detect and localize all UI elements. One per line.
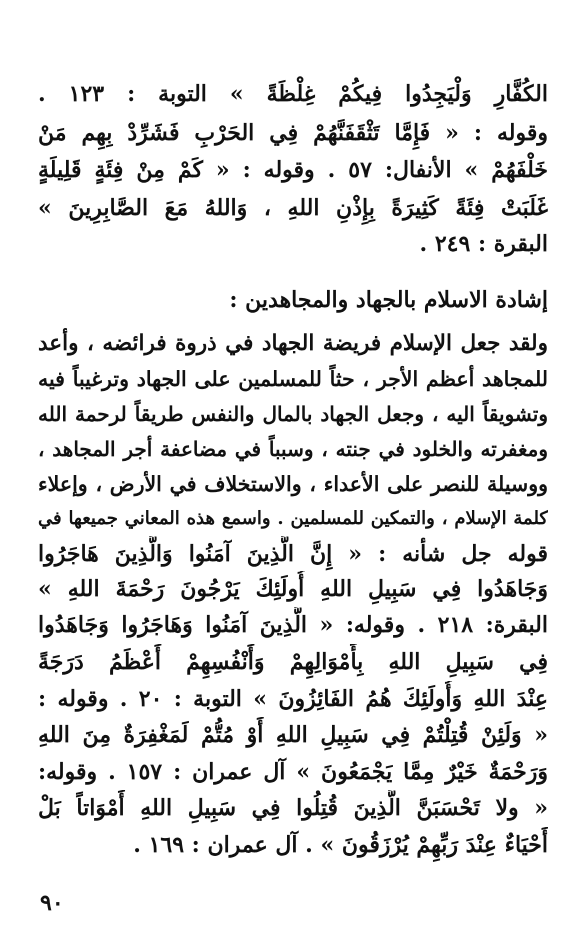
text-line: خَلْفَهُمْ » الأنفال: ٥٧ . وقوله : « كَمْ مِنْ فِئَةٍ قَلِيلَةٍ	[38, 157, 548, 183]
text-line: ولقد جعل الإسلام فريضة الجهاد في ذروة فرائضه ، وأعد	[38, 331, 548, 356]
text-line: كلمة الإسلام ، والتمكين للمسلمين . واسمع هذه المعاني جميعها في	[38, 508, 548, 529]
text-line: فِي سَبِيلِ اللهِ بِأَمْوَالِهِمْ وَأَنْفُسِهِمْ أَعْظَمُ دَرَجَةً	[38, 649, 548, 675]
text-line: وَجَاهَدُوا فِي سَبِيلِ اللهِ أُولَئِكَ يَرْجُونَ رَحْمَةَ اللهِ »	[38, 576, 548, 602]
text-line: للمجاهد أعظم الأجر ، حثاً للمسلمين على الجهاد وترغيباً فيه	[38, 367, 548, 391]
text-line: « ولا تَحْسَبَنَّ الَّذِينَ قُتِلُوا فِي سَبِيلِ اللهِ أَمْوَاتاً بَلْ	[38, 795, 548, 821]
section-heading: إشادة الاسلام بالجهاد والمجاهدين :	[229, 287, 548, 313]
text-line: أَحْيَاءٌ عِنْدَ رَبِّهِمْ يُرْزَقُونَ » . آل عمران : ١٦٩ .	[133, 832, 548, 858]
text-line: قوله جل شأنه : « إِنَّ الَّذِينَ آمَنُوا وَالَّذِينَ هَاجَرُوا	[38, 541, 548, 567]
text-line: وتشويقاً اليه ، وجعل الجهاد بالمال والنفس طريقاً لرحمة الله	[38, 402, 548, 426]
page-number: ٩٠	[40, 890, 64, 916]
text-line: الكُفَّارِ وَلْيَجِدُوا فِيكُمْ غِلْظَةً » التوبة : ١٢٣ .	[38, 81, 548, 107]
text-line: ووسيلة للنصر على الأعداء ، والاستخلاف في الأرض ، وإعلاء	[38, 472, 548, 496]
text-line: « وَلَئِنْ قُتِلْتُمْ فِي سَبِيلِ اللهِ أَوْ مُتُّمْ لَمَغْفِرَةٌ مِنَ اللهِ	[38, 722, 548, 748]
text-line: عِنْدَ اللهِ وَأُولَئِكَ هُمُ الفَائِزُونَ » التوبة : ٢٠ . وقوله :	[38, 686, 548, 712]
text-line: وقوله : « فَإِمَّا تَثْقَفَنَّهُمْ فِي الحَرْبِ فَشَرِّدْ بِهِم مَنْ	[38, 120, 548, 146]
text-line: وَرَحْمَةٌ خَيْرٌ مِمَّا يَجْمَعُونَ » آل عمران : ١٥٧ . وقوله:	[38, 759, 548, 785]
text-line: البقرة: ٢١٨ . وقوله: « الَّذِينَ آمَنُوا وَهَاجَرُوا وَجَاهَدُوا	[38, 612, 548, 638]
text-line: غَلَبَتْ فِئَةً كَثِيرَةً بِإِذْنِ اللهِ ، وَاللهُ مَعَ الصَّابِرِينَ »	[38, 195, 548, 221]
text-line: البقرة : ٢٤٩ .	[419, 231, 548, 257]
text-line: ومغفرته والخلود في جنته ، وسبباً في مضاعفة أجر المجاهد ،	[38, 437, 548, 461]
